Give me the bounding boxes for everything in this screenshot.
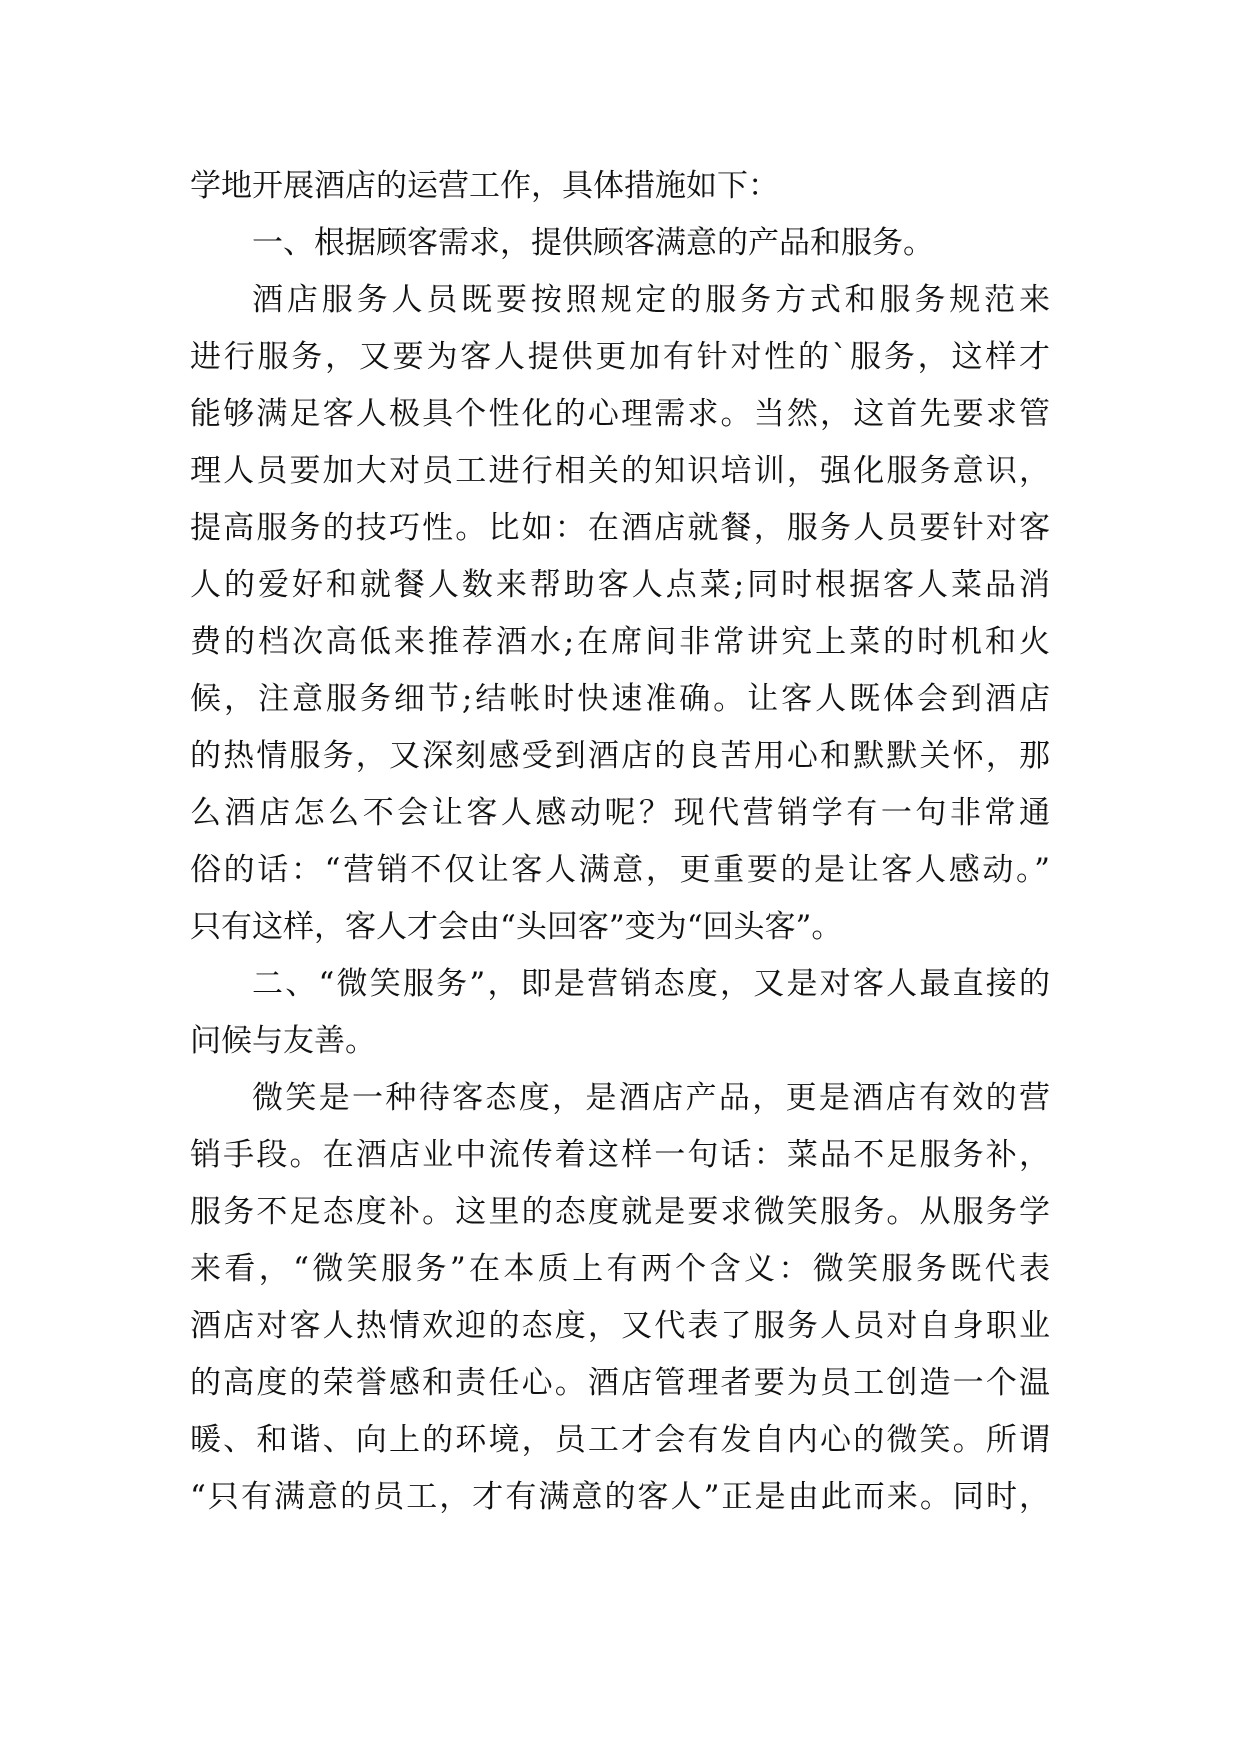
text-line: 进行服务，又要为客人提供更加有针对性的`服务，这样才 [190, 339, 1050, 375]
text-line: 候，注意服务细节;结帐时快速准确。让客人既体会到酒店 [190, 681, 1050, 717]
text-line: 酒店对客人热情欢迎的态度，又代表了服务人员对自身职业 [190, 1308, 1050, 1344]
text-line: 暖、和谐、向上的环境，员工才会有发自内心的微笑。所谓 [190, 1422, 1050, 1458]
text-line: “只有满意的员工，才有满意的客人”正是由此而来。同时， [190, 1479, 1050, 1515]
text-line: 能够满足客人极具个性化的心理需求。当然，这首先要求管 [190, 396, 1050, 432]
text-line: 理人员要加大对员工进行相关的知识培训，强化服务意识， [190, 453, 1050, 489]
text-line: 服务不足态度补。这里的态度就是要求微笑服务。从服务学 [190, 1194, 1050, 1230]
text-line: 微笑是一种待客态度，是酒店产品，更是酒店有效的营 [252, 1080, 1050, 1116]
text-line: 酒店服务人员既要按照规定的服务方式和服务规范来 [252, 282, 1050, 318]
text-line: 只有这样，客人才会由“头回客”变为“回头客”。 [190, 909, 843, 945]
section-heading-1: 一、根据顾客需求，提供顾客满意的产品和服务。 [252, 225, 934, 261]
text-line: 么酒店怎么不会让客人感动呢？现代营销学有一句非常通 [190, 795, 1050, 831]
text-line: 提高服务的技巧性。比如：在酒店就餐，服务人员要针对客 [190, 510, 1050, 546]
text-line: 的热情服务，又深刻感受到酒店的良苦用心和默默关怀，那 [190, 738, 1050, 774]
text-line: 来看，“微笑服务”在本质上有两个含义：微笑服务既代表 [190, 1251, 1050, 1287]
document-body [190, 158, 1050, 1526]
text-line: 费的档次高低来推荐酒水;在席间非常讲究上菜的时机和火 [190, 624, 1050, 660]
section-heading-2-continued: 问候与友善。 [190, 1023, 376, 1059]
text-line: 人的爱好和就餐人数来帮助客人点菜;同时根据客人菜品消 [190, 567, 1050, 603]
text-line: 学地开展酒店的运营工作，具体措施如下： [190, 168, 779, 204]
text-line: 的高度的荣誉感和责任心。酒店管理者要为员工创造一个温 [190, 1365, 1050, 1401]
section-heading-2: 二、“微笑服务”，即是营销态度，又是对客人最直接的 [252, 966, 1050, 1002]
text-line: 俗的话：“营销不仅让客人满意，更重要的是让客人感动。” [190, 852, 1050, 888]
text-line: 销手段。在酒店业中流传着这样一句话：菜品不足服务补， [190, 1137, 1050, 1173]
